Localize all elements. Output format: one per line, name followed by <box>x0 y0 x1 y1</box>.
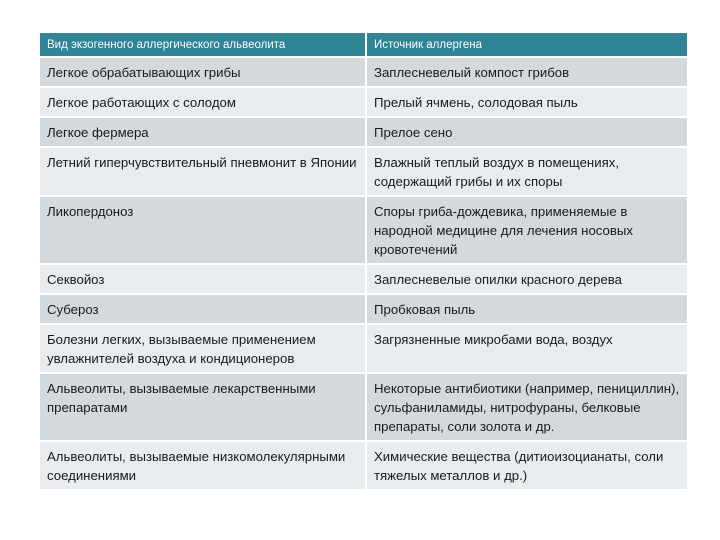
allergen-source-cell: Химические вещества (дитиоизоцианаты, соли тяжелых металлов и др.) <box>366 441 688 490</box>
allergy-table <box>40 33 689 491</box>
header-allergen-source: Источник аллергена <box>366 33 688 57</box>
allergen-source-cell: Прелый ячмень, солодовая пыль <box>366 87 688 117</box>
alveolitis-type-cell: Секвойоз <box>40 264 366 294</box>
alveolitis-type-cell: Легкое обрабатывающих грибы <box>40 57 366 87</box>
table-row <box>40 324 688 373</box>
alveolitis-type-cell: Болезни легких, вызываемые применением увлажнителей воздуха и кондиционеров <box>40 324 366 373</box>
allergen-source-cell: Некоторые антибиотики (например, пенициллин), сульфаниламиды, нитрофураны, белковые препараты, соли золота и др. <box>366 373 688 441</box>
allergen-source-cell: Пробковая пыль <box>366 294 688 324</box>
allergen-source-cell: Прелое сено <box>366 117 688 147</box>
table-row <box>40 87 688 117</box>
allergen-source-cell: Заплесневелый компост грибов <box>366 57 688 87</box>
table-body <box>40 57 688 490</box>
table-row <box>40 294 688 324</box>
alveolitis-type-cell: Летний гиперчувствительный пневмонит в Японии <box>40 147 366 196</box>
alveolitis-type-cell: Альвеолиты, вызываемые лекарственными препаратами <box>40 373 366 441</box>
table-row <box>40 373 688 441</box>
alveolitis-type-cell: Альвеолиты, вызываемые низкомолекулярными соединениями <box>40 441 366 490</box>
allergen-source-cell: Влажный теплый воздух в помещениях, содержащий грибы и их споры <box>366 147 688 196</box>
table-row <box>40 57 688 87</box>
alveolitis-type-cell: Легкое фермера <box>40 117 366 147</box>
table-row <box>40 196 688 264</box>
table-row <box>40 147 688 196</box>
allergen-source-cell: Загрязненные микробами вода, воздух <box>366 324 688 373</box>
header-row <box>40 33 688 57</box>
table-header <box>40 33 688 57</box>
alveolitis-type-cell: Ликопердоноз <box>40 196 366 264</box>
table-row <box>40 441 688 490</box>
table-row <box>40 264 688 294</box>
table-row <box>40 117 688 147</box>
allergen-source-cell: Споры гриба-дождевика, применяемые в народной медицине для лечения носовых кровотечений <box>366 196 688 264</box>
alveolitis-type-cell: Легкое работающих с солодом <box>40 87 366 117</box>
allergen-source-cell: Заплесневелые опилки красного дерева <box>366 264 688 294</box>
header-alveolitis-type: Вид экзогенного аллергического альвеолита <box>40 33 366 57</box>
alveolitis-type-cell: Субероз <box>40 294 366 324</box>
